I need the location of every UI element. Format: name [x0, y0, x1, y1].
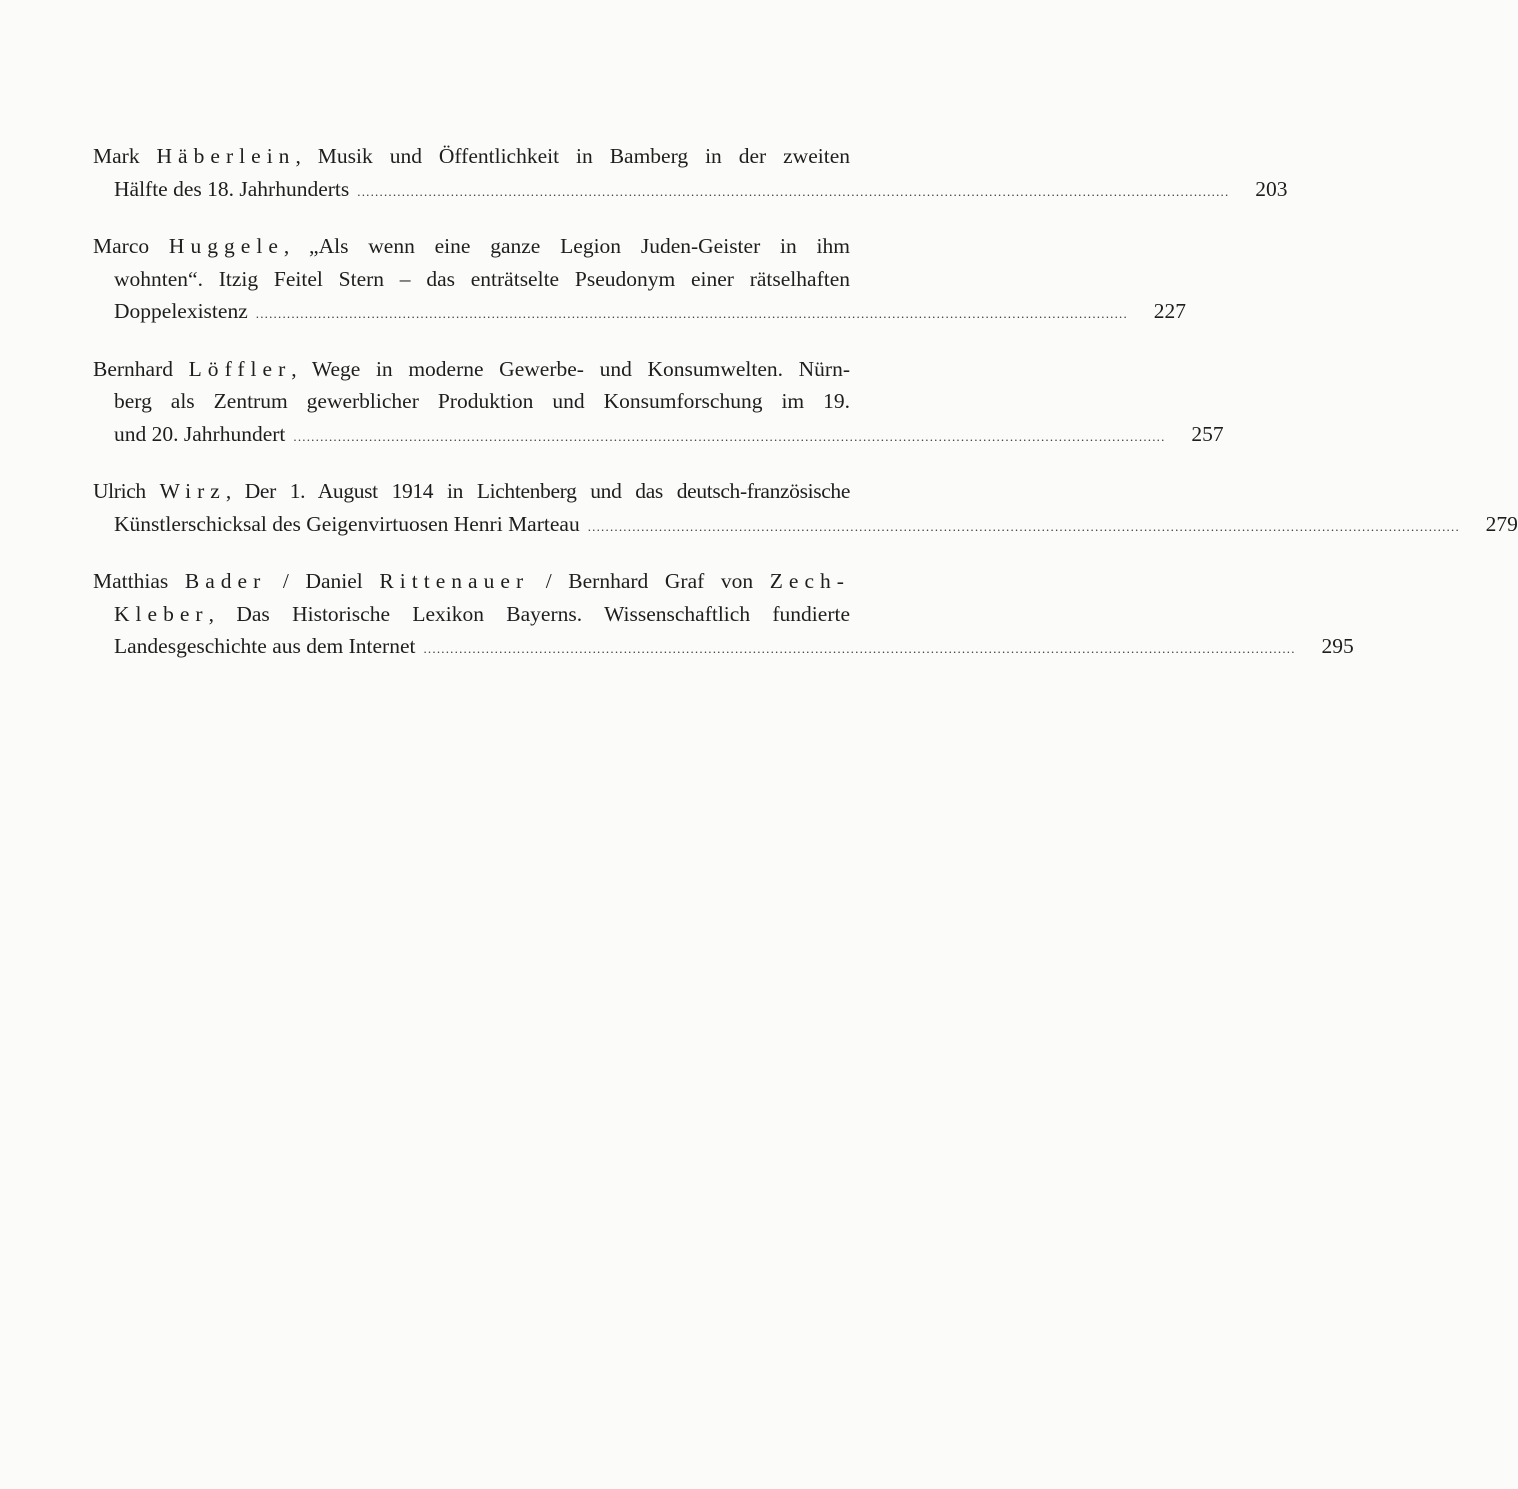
- toc-entry[interactable]: [93, 230, 1186, 331]
- page-number: 227: [1153, 299, 1186, 323]
- toc-entry[interactable]: [93, 353, 1224, 454]
- toc-entry[interactable]: [93, 475, 1518, 543]
- entry-text: Bernhard: [93, 356, 189, 381]
- entry-last-line: [93, 418, 1224, 454]
- entry-text-line: berg als Zentrum gewerblicher Produktion und Konsumforschung im 19.: [114, 389, 850, 413]
- entry-text-line: [93, 598, 850, 631]
- page-number: 279: [1485, 511, 1518, 536]
- author-name: Kleber: [114, 601, 209, 626]
- entry-title-line: [93, 140, 850, 173]
- author-name: Häberlein: [156, 144, 296, 168]
- entry-text: Doppelexistenz: [114, 299, 248, 323]
- entry-text: Ulrich: [93, 479, 160, 503]
- entry-text: , Der 1. August 1914 in Lichtenberg und das deutsch-französische: [225, 479, 851, 503]
- entry-text: und 20. Jahrhundert: [114, 421, 286, 446]
- entry-text: / Bernhard Graf von: [529, 569, 770, 593]
- author-name: Huggele: [168, 234, 284, 258]
- toc-entry[interactable]: [93, 565, 1354, 666]
- entry-text: Matthias: [93, 569, 185, 593]
- page-number: 203: [1255, 176, 1288, 201]
- entry-text: Mark: [93, 144, 157, 168]
- entry-last-line: [93, 508, 1518, 544]
- dot-leader: ....................................................................................................................................................................................................: [255, 306, 1128, 321]
- entry-last-line: [93, 630, 1354, 666]
- author-name: Rittenauer: [379, 569, 530, 593]
- entry-text: Künstlerschicksal des Geigenvirtuosen Henri Marteau: [114, 511, 580, 536]
- dot-leader: ....................................................................................................................................................................................................: [293, 428, 1166, 444]
- author-name: Löffler: [188, 356, 292, 381]
- entry-title-line: [93, 353, 850, 386]
- entry-last-line: [93, 173, 1288, 209]
- dot-leader: ....................................................................................................................................................................................................: [587, 518, 1460, 534]
- entry-text: , Musik und Öffentlichkeit in Bamberg in der zweiten: [295, 144, 850, 168]
- entry-title-line: [93, 565, 850, 598]
- entry-text: Marco: [93, 234, 169, 258]
- toc-entry[interactable]: [93, 140, 1288, 208]
- entry-last-line: [93, 295, 1186, 331]
- table-of-contents: [93, 140, 1518, 688]
- author-name: Zech-: [769, 569, 850, 593]
- author-name: Wirz: [159, 479, 226, 503]
- entry-text: / Daniel: [266, 569, 380, 593]
- entry-title-line: [93, 475, 850, 508]
- author-name: Bader: [184, 569, 267, 593]
- entry-title-line: [93, 230, 850, 263]
- entry-text: , „Als wenn eine ganze Legion Juden-Geister in ihm: [283, 234, 850, 258]
- dot-leader: ....................................................................................................................................................................................................: [357, 183, 1230, 199]
- entry-text: Landesgeschichte aus dem Internet: [114, 634, 416, 658]
- entry-text: Hälfte des 18. Jahrhunderts: [114, 176, 350, 201]
- page-number: 295: [1321, 634, 1354, 658]
- entry-text-line: wohnten“. Itzig Feitel Stern – das enträtselte Pseudonym einer rätselhaften: [114, 266, 850, 291]
- entry-text: , Wege in moderne Gewerbe- und Konsumwelten. Nürn-: [291, 356, 850, 381]
- dot-leader: ....................................................................................................................................................................................................: [423, 641, 1296, 656]
- entry-text: , Das Historische Lexikon Bayerns. Wissenschaftlich fundierte: [208, 601, 850, 626]
- page-number: 257: [1191, 421, 1224, 446]
